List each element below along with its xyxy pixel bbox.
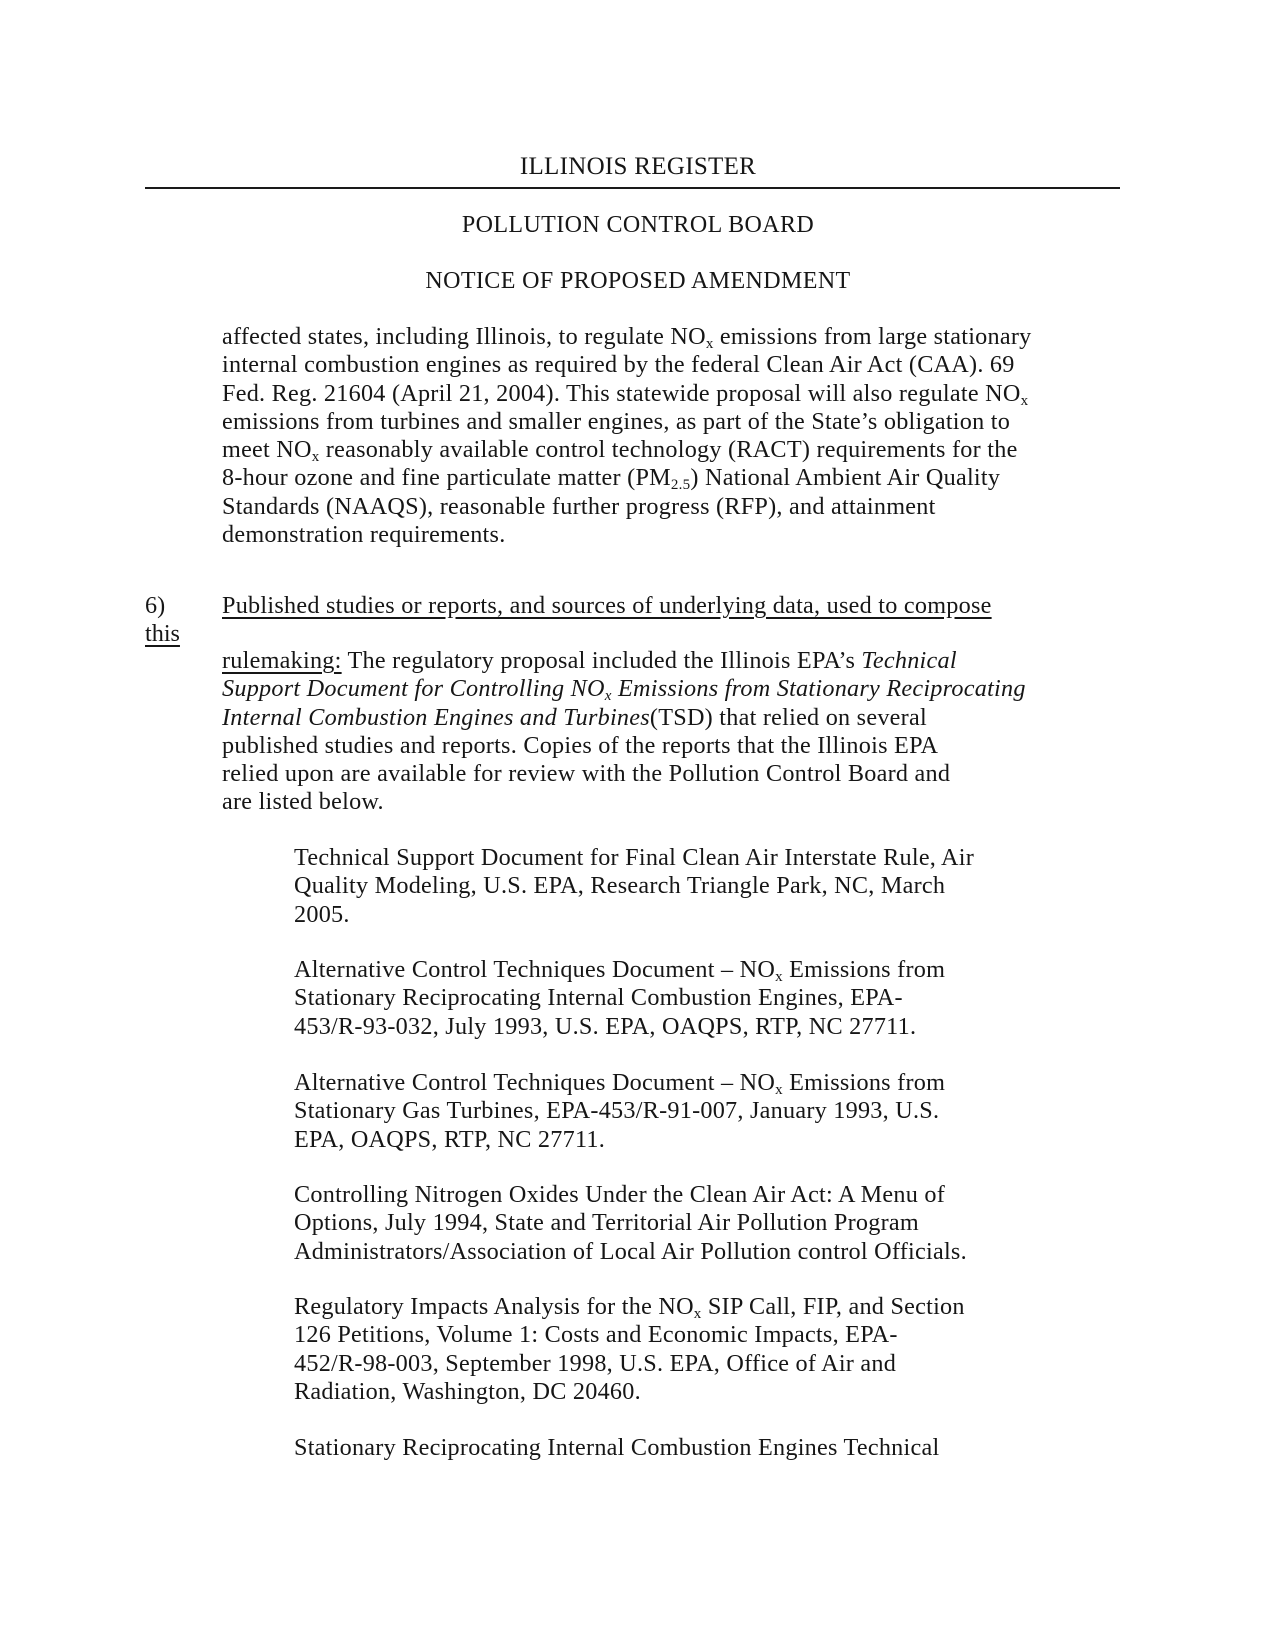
text-line: Support Document for Controlling $NO_x$ Emissions from Stationary Reciprocating <box>222 675 1026 705</box>
reference-item <box>294 956 945 1041</box>
text-line: demonstration requirements. <box>222 521 506 549</box>
text-line: 2005. <box>294 900 350 928</box>
text-line: meet $NO_x$ reasonably available control technology (RACT) requirements for the <box>222 436 1018 466</box>
register-title: ILLINOIS REGISTER <box>519 153 757 180</box>
text-line: EPA, OAQPS, RTP, NC 27711. <box>294 1125 606 1153</box>
intro-paragraph <box>222 323 1031 549</box>
text-line: 453/R-93-032, July 1993, U.S. EPA, OAQPS, RTP, NC 27711. <box>294 1012 917 1040</box>
reference-item <box>294 1293 965 1406</box>
text-line: affected states, including Illinois, to regulate $NO_x$ emissions from large stationary <box>222 323 1032 352</box>
text-line: relied upon are available for review with the Pollution Control Board and <box>222 760 951 788</box>
board-name: POLLUTION CONTROL BOARD <box>461 212 815 238</box>
text-line: Fed. Reg. 21604 (April 21, 2004). This statewide proposal will also regulate $NO_x$ <box>222 379 1029 409</box>
notice-title: NOTICE OF PROPOSED AMENDMENT <box>425 268 851 294</box>
text-line: published studies and reports. Copies of the reports that the Illinois EPA <box>222 731 939 759</box>
reference-item <box>294 844 974 929</box>
text-line: 452/R-98-003, September 1998, U.S. EPA, Office of Air and <box>294 1349 897 1377</box>
text-line: rulemaking: The regulatory proposal included the Illinois EPA’s Technical <box>222 647 957 674</box>
heading-this: this <box>145 620 180 647</box>
text-line: emissions from turbines and smaller engines, as part of the State’s obligation to <box>222 407 1011 435</box>
text-line: 126 Petitions, Volume 1: Costs and Economic Impacts, EPA- <box>294 1321 898 1349</box>
item-heading <box>222 592 992 620</box>
text-line: Administrators/Association of Local Air Pollution control Officials. <box>294 1237 967 1265</box>
text-line: Technical Support Document for Final Clean Air Interstate Rule, Air <box>294 844 975 871</box>
item-number: 6) <box>145 592 166 619</box>
text-line: Quality Modeling, U.S. EPA, Research Triangle Park, NC, March <box>294 872 946 900</box>
text-line: Stationary Gas Turbines, EPA-453/R-91-007, January 1993, U.S. <box>294 1097 940 1125</box>
text-line: Alternative Control Techniques Document – $NO_x$ Emissions from <box>294 956 946 985</box>
text-line: internal combustion engines as required by the federal Clean Air Act (CAA). 69 <box>222 351 1015 379</box>
text-line: 8-hour ozone and fine particulate matter $(PM_{2.5})$ National Ambient Air Quality <box>222 464 1001 494</box>
reference-item <box>294 1434 939 1462</box>
text-line: Options, July 1994, State and Territorial Air Pollution Program <box>294 1209 919 1237</box>
reference-item <box>294 1069 945 1154</box>
text-line: Alternative Control Techniques Document – $NO_x$ Emissions from <box>294 1069 946 1098</box>
text-line: Stationary Reciprocating Internal Combustion Engines Technical <box>294 1434 940 1461</box>
heading-line: Published studies or reports, and sources of underlying data, used to compose <box>222 592 992 619</box>
text-line: Regulatory Impacts Analysis for the $NO_x$ SIP Call, FIP, and Section <box>294 1293 965 1322</box>
text-line: Controlling Nitrogen Oxides Under the Clean Air Act: A Menu of <box>294 1181 946 1208</box>
text-line: Radiation, Washington, DC 20460. <box>294 1377 641 1405</box>
text-line: Standards (NAAQS), reasonable further progress (RFP), and attainment <box>222 492 936 520</box>
header-rule <box>145 187 1120 189</box>
text-line: Internal Combustion Engines and Turbines(TSD) that relied on several <box>222 703 927 731</box>
item6-paragraph <box>222 647 1026 817</box>
reference-item <box>294 1181 967 1266</box>
heading-continuation: rulemaking: <box>222 647 342 674</box>
text-line: are listed below. <box>222 788 384 816</box>
text-line: Stationary Reciprocating Internal Combustion Engines, EPA- <box>294 984 903 1012</box>
